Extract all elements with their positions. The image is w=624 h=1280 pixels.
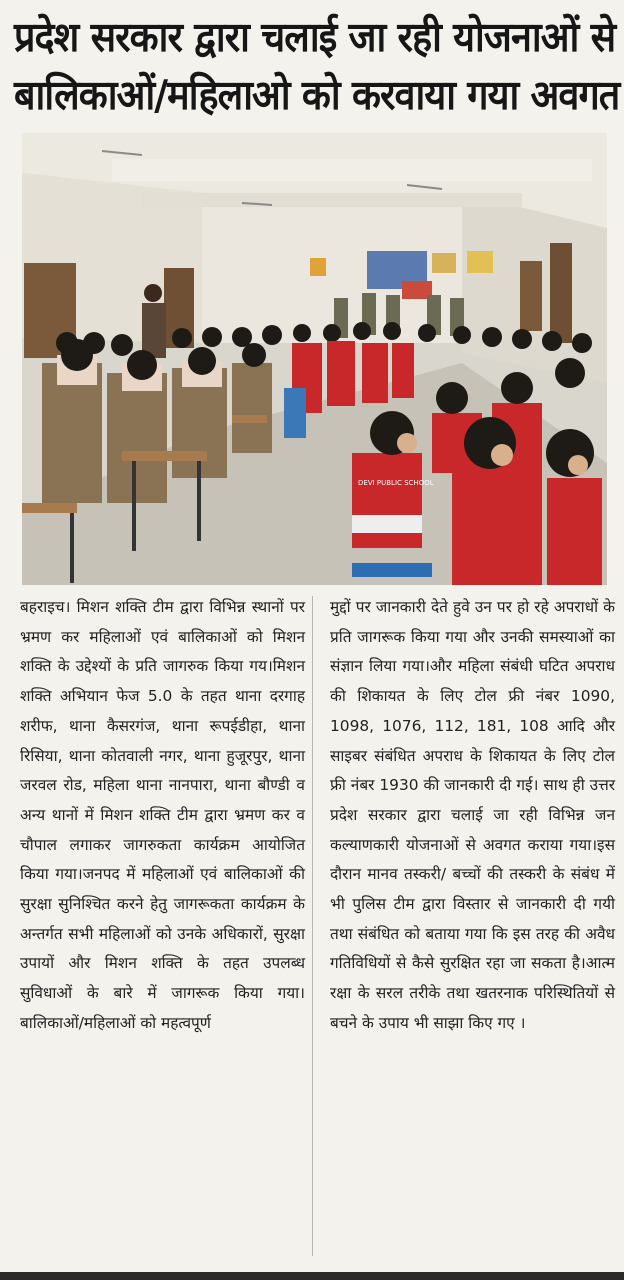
news-photo [22,133,607,585]
article-paragraph-right: मुद्दों पर जानकारी देते हुवे उन पर हो रहे अपराधों के प्रति जागरूक किया गया और उनकी समस्याओं का संज्ञान लिया गया।और महिला संबंधी घटित अपराध की शिकायत के लिए टोल फ्री नंबर 1090, 1098, 1076, 112, 181, 108 आदि और साइबर संबंधित अपराध के शिकायत के लिए टोल फ्री नंबर 1930 की जानकारी दी गई। साथ ही उत्तर प्रदेश सरकार द्वारा चलाई जा रही विभिन्न जन कल्याणकारी योजनाओं से अवगत कराया गया।इस दौरान मानव तस्करी/ बच्चों की तस्करी के संबंध में भी पुलिस टीम द्वारा विस्तार से जानकारी दी गयी तथा संबंधित को बताया गया कि इस तरह की अवैध गतिविधियों से कैसे सुरक्षित रहा जा सकता है।आत्म रक्षा के सरल तरीके तथा खतरनाक परिस्थितियों से बचने के उपाय भी साझा किए गए । [330,598,615,1032]
article-paragraph-left: बहराइच। मिशन शक्ति टीम द्वारा विभिन्न स्थानों पर भ्रमण कर महिलाओं एवं बालिकाओं को मिशन शक्ति के उद्देश्यों के प्रति जागरुक किया गय।मिशन शक्ति अभियान फेज 5.0 के तहत थाना दरगाह शरीफ, थाना कैसरगंज, थाना रूपईडीहा, थाना रिसिया, थाना कोतवाली नगर, थाना हुजूरपुर, थाना जरवल रोड, महिला थाना नानपारा, थाना बौण्डी व अन्य थानों में मिशन शक्ति टीम द्वारा भ्रमण कर व चौपाल लगाकर जागरुकता कार्यक्रम आयोजित किया गया।जनपद में महिलाओं एवं बालिकाओं की सुरक्षा सुनिश्चित करने हेतु जागरूकता कार्यक्रम के अन्तर्गत सभी महिलाओं को उनके अधिकारों, सुरक्षा उपायों और मिशन शक्ति के तहत उपलब्ध सुविधाओं के बारे में जागरूक किया गया। बालिकाओं/महिलाओं को महत्वपूर्ण [20,598,305,1032]
page-bottom-rule [0,1272,624,1280]
headline [14,8,620,124]
headline-line-2: बालिकाओं/महिलाओ को करवाया गया अवगत [14,71,620,119]
article-column-left [20,593,305,1039]
uniform-print: DEVI PUBLIC SCHOOL [358,479,434,487]
article-column-right [330,593,615,1039]
headline-line-1: प्रदेश सरकार द्वारा चलाई जा रही योजनाओं से [14,13,616,61]
article-body [12,593,615,1253]
